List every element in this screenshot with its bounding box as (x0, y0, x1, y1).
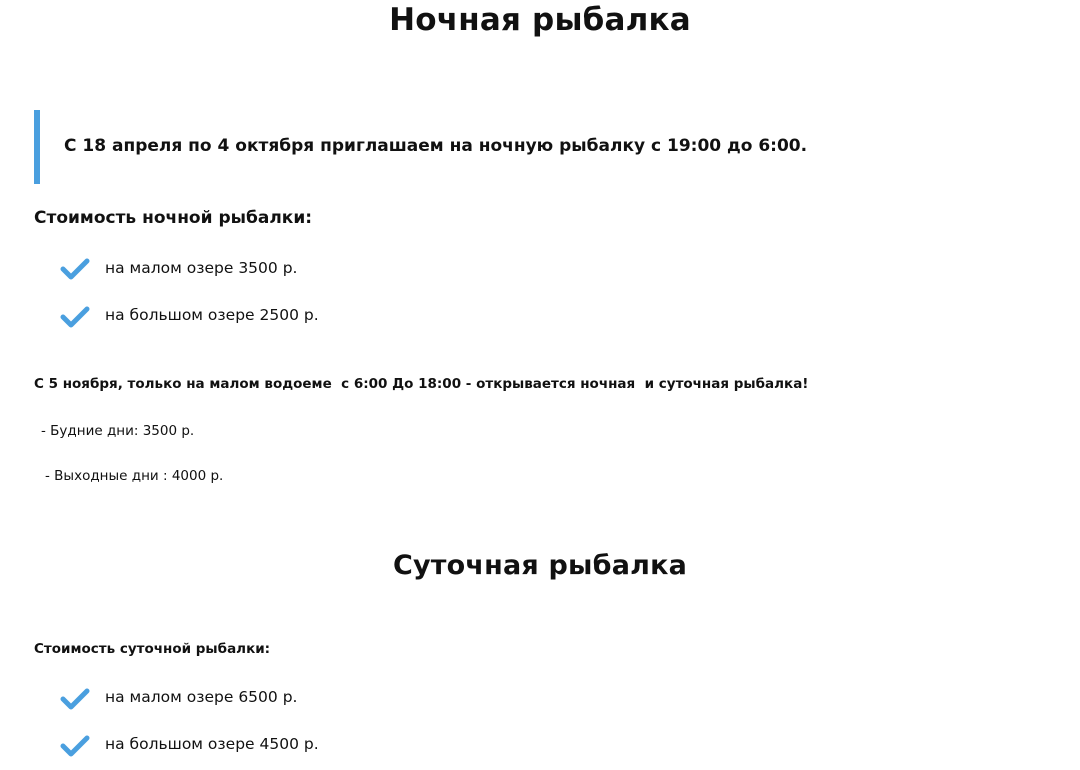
november-note: С 5 ноября, только на малом водоеме с 6:00 До 18:00 - открывается ночная и суточная рыбалка! (34, 376, 809, 392)
check-icon (60, 734, 90, 758)
daily-fishing-title: Суточная рыбалка (392, 550, 688, 581)
night-fishing-title: Ночная рыбалка (389, 2, 691, 38)
daily-price-item: на малом озере 6500 р. (105, 688, 298, 706)
weekend-price: - Выходные дни : 4000 р. (45, 468, 224, 484)
quote-accent-bar (34, 110, 40, 184)
night-price-item: на малом озере 3500 р. (105, 259, 298, 277)
night-price-heading: Стоимость ночной рыбалки: (34, 208, 313, 228)
night-price-item: на большом озере 2500 р. (105, 306, 319, 324)
weekday-price: - Будние дни: 3500 р. (41, 423, 195, 439)
night-schedule-quote: С 18 апреля по 4 октября приглашаем на ночную рыбалку с 19:00 до 6:00. (64, 136, 808, 156)
check-icon (60, 687, 90, 711)
check-icon (60, 257, 90, 281)
check-icon (60, 305, 90, 329)
daily-price-heading: Стоимость суточной рыбалки: (34, 641, 271, 657)
daily-price-item: на большом озере 4500 р. (105, 735, 319, 753)
